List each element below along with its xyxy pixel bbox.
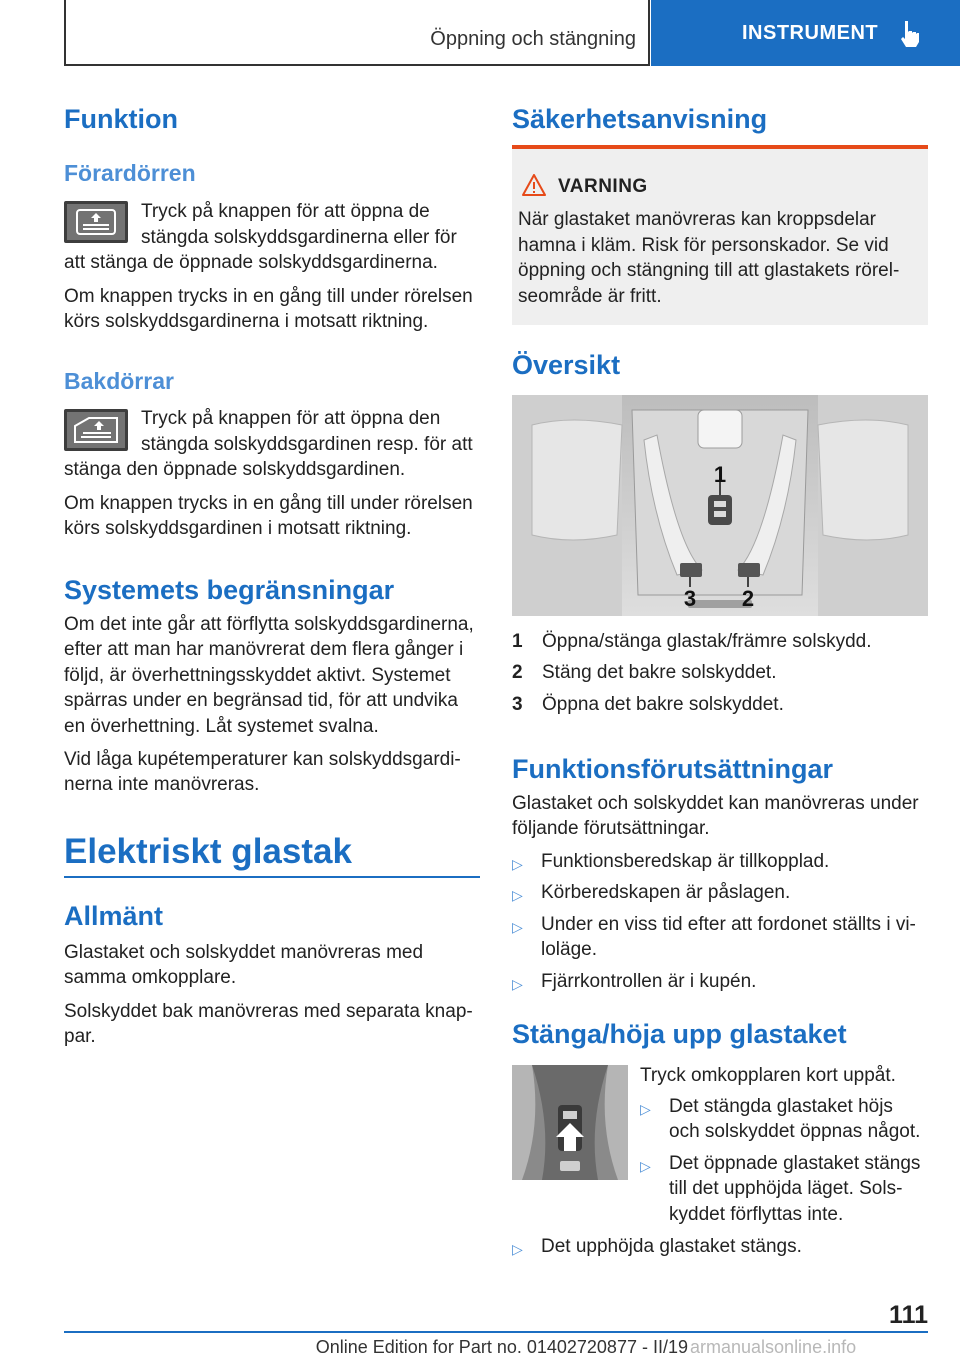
bullet-text: loläge. <box>541 939 597 960</box>
sys-text-line: en överhettning. Låt systemet svalna. <box>64 716 379 737</box>
chapter-title: Öppning och stängning <box>430 28 636 50</box>
bullet-triangle-icon: ▷ <box>512 1241 523 1257</box>
header-divider <box>648 0 650 66</box>
legend-text: Stäng det bakre solskyddet. <box>542 662 777 683</box>
forar-text-line: Tryck på knappen för att öppna de <box>141 201 430 222</box>
warning-text <box>518 207 918 310</box>
bak-text-line: körs solskyddsgardinen i motsatt riktning. <box>64 518 412 539</box>
sys-text-line: Vid låga kupétemperaturer kan solskyddsgardi- <box>64 749 461 770</box>
stanga-intro: Tryck omkopplaren kort uppåt. <box>640 1065 896 1086</box>
sys-text-line: Om det inte går att förflytta solskyddsgardinerna, <box>64 614 474 635</box>
sys-text-line: efter att man har manövrerat dem flera gånger i <box>64 639 464 660</box>
sys-text-line: följd, är överhettningsskyddet aktivt. Systemet <box>64 665 451 686</box>
figure-label-2: 2 <box>741 586 755 611</box>
bullet-item <box>640 1151 928 1229</box>
legend-item <box>512 631 928 655</box>
sys-text-line: nerna inte manövreras. <box>64 774 260 795</box>
footer-edition: Online Edition for Part no. 01402720877 - II/19 <box>315 1337 688 1357</box>
bullet-text: Det öppnade glastaket stängs <box>669 1153 921 1174</box>
forar-text-line: körs solskyddsgardinerna i motsatt riktning. <box>64 311 429 332</box>
bullet-triangle-icon: ▷ <box>512 976 523 992</box>
forar-text-line: att stänga de öppnade solskyddsgardinerna. <box>64 252 438 273</box>
forar-text-line: Om knappen trycks in en gång till under rörelsen <box>64 286 473 307</box>
overhead-console-image <box>512 395 928 616</box>
bak-text-line: Tryck på knappen för att öppna den <box>141 408 441 429</box>
bullet-triangle-icon: ▷ <box>512 919 523 935</box>
forut-text-line: Glastaket och solskyddet kan manövreras under <box>512 793 919 814</box>
pointing-hand-icon <box>896 18 926 48</box>
forar-text-line: stängda solskyddsgardinerna eller för <box>141 227 457 248</box>
sys-text-line: spärras under en begränsad tid, för att undvika <box>64 690 458 711</box>
header-left-rule <box>64 0 66 66</box>
heading-oversikt: Översikt <box>512 350 621 380</box>
bullet-text: kyddet förflyttas inte. <box>669 1204 844 1225</box>
bullet-item <box>512 912 928 964</box>
bak-text-line: stänga den öppnade solskyddsgardinen. <box>64 459 406 480</box>
bullet-item <box>512 969 928 995</box>
allmant-text-line: par. <box>64 1026 96 1047</box>
bak-text-line: stängda solskyddsgardinen resp. för att <box>141 434 473 455</box>
allmant-text-line: Solskyddet bak manövreras med separata knap- <box>64 1001 473 1022</box>
bullet-text: Det upphöjda glastaket stängs. <box>541 1236 802 1257</box>
heading-systemets-begransningar: Systemets begränsningar <box>64 575 395 605</box>
warning-title: VARNING <box>558 176 648 197</box>
warning-triangle-icon <box>522 174 546 196</box>
warning-line: öppning och stängning till att glastakets rörel- <box>518 260 900 282</box>
chapter-rule <box>64 876 480 878</box>
allmant-text-line: samma omkopplare. <box>64 967 237 988</box>
legend-number: 2 <box>512 662 523 683</box>
heading-stanga-hoja: Stänga/höja upp glastaket <box>512 1019 847 1049</box>
bullet-text: Det stängda glastaket höjs <box>669 1096 893 1117</box>
bullet-text: Under en viss tid efter att fordonet ställts i vi- <box>541 914 916 935</box>
figure-label-1: 1 <box>713 462 727 487</box>
legend-item <box>512 662 928 686</box>
header-bottom-rule <box>64 64 650 66</box>
sunshade-button-rear-icon <box>64 409 128 451</box>
page-number: 111 <box>889 1301 928 1329</box>
bullet-triangle-icon: ▷ <box>512 856 523 872</box>
warning-line: hamna i kläm. Risk för personskador. Se vid <box>518 234 889 256</box>
bullet-triangle-icon: ▷ <box>640 1101 651 1117</box>
bullet-triangle-icon: ▷ <box>512 887 523 903</box>
bullet-item <box>512 880 928 906</box>
bullet-item <box>512 849 928 875</box>
warning-line: seområde är fritt. <box>518 286 662 308</box>
heading-funktionsforutsattningar: Funktionsförutsättningar <box>512 754 833 784</box>
bullet-text: Körberedskapen är påslagen. <box>541 882 791 903</box>
legend-number: 3 <box>512 694 523 715</box>
heading-sakerhetsanvisning: Säkerhetsanvisning <box>512 104 768 134</box>
bak-text-line: Om knappen trycks in en gång till under rörelsen <box>64 493 473 514</box>
heading-elektriskt-glastak: Elektriskt glastak <box>64 832 352 871</box>
bullet-item <box>512 1234 928 1260</box>
legend-text: Öppna det bakre solskyddet. <box>542 694 784 715</box>
bullet-text: och solskyddet öppnas något. <box>669 1121 921 1142</box>
footer-watermark: armanualsonline.info <box>690 1337 857 1357</box>
figure-label-3: 3 <box>683 586 697 611</box>
roof-switch-image <box>512 1065 628 1180</box>
warning-box <box>512 145 928 325</box>
heading-bakdorrar: Bakdörrar <box>64 368 174 394</box>
heading-allmant: Allmänt <box>64 901 164 931</box>
bullet-item <box>640 1094 928 1146</box>
section-tab[interactable] <box>651 0 960 66</box>
heading-funktion: Funktion <box>64 104 178 134</box>
legend-text: Öppna/stänga glastak/främre solskydd. <box>542 631 872 652</box>
sunshade-button-front-icon <box>64 201 128 243</box>
forut-text-line: följande förutsättningar. <box>512 818 710 839</box>
bullet-text: Fjärrkontrollen är i kupén. <box>541 971 757 992</box>
legend-item <box>512 694 928 718</box>
bullet-triangle-icon: ▷ <box>640 1158 651 1174</box>
legend-number: 1 <box>512 631 523 652</box>
bullet-text: Funktionsberedskap är tillkopplad. <box>541 851 830 872</box>
warning-line: När glastaket manövreras kan kroppsdelar <box>518 209 877 230</box>
heading-forardorren: Förardörren <box>64 160 196 186</box>
footer-rule <box>64 1331 928 1333</box>
allmant-text-line: Glastaket och solskyddet manövreras med <box>64 942 424 963</box>
bullet-text: till det upphöjda läget. Sols- <box>669 1178 903 1199</box>
section-tab-label: INSTRUMENT <box>742 21 879 44</box>
